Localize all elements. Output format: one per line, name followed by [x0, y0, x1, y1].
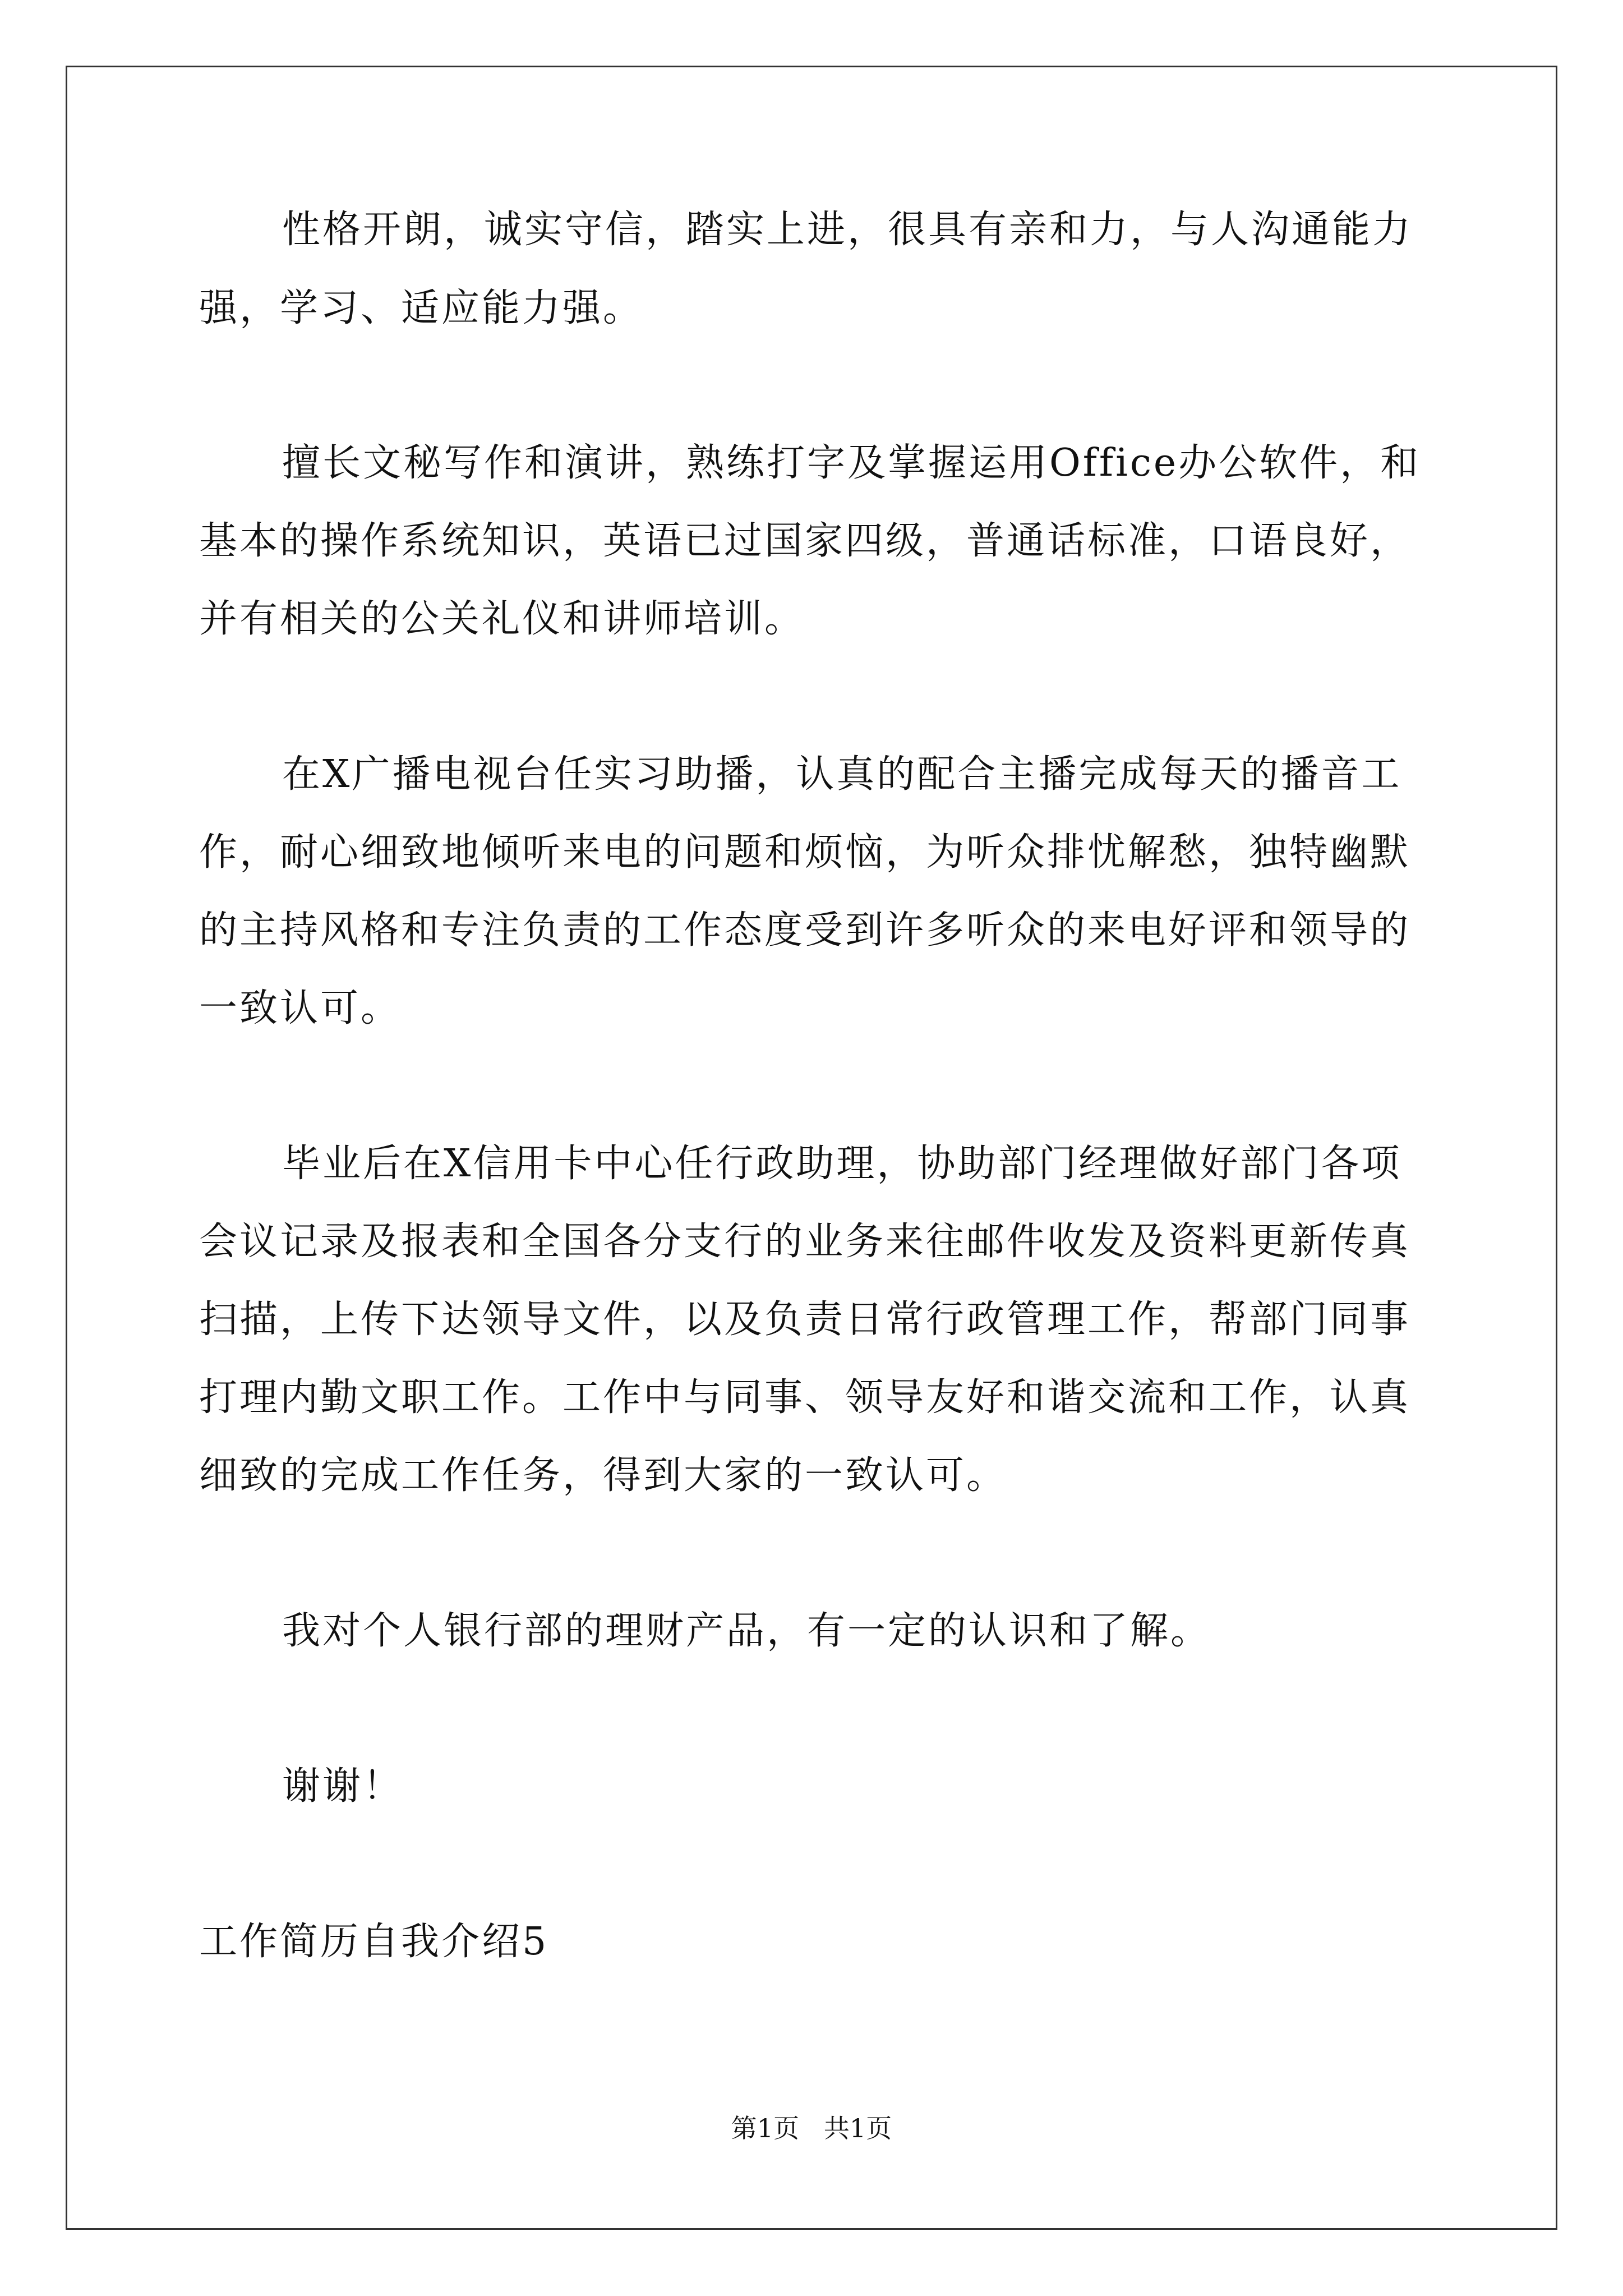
- paragraph-2-line-2: 基本的操作系统知识，英语已过国家四级，普通话标准，口语良好，: [199, 519, 1411, 563]
- paragraph-6-line-1: 谢谢！: [282, 1764, 404, 1809]
- paragraph-4-line-4: 打理内勤文职工作。工作中与同事、领导友好和谐交流和工作，认真: [199, 1375, 1411, 1420]
- paragraph-2-line-1: 擅长文秘写作和演讲，熟练打字及掌握运用Office办公软件，和: [282, 441, 1421, 485]
- paragraph-1-line-2: 强，学习、适应能力强。: [199, 286, 644, 330]
- paragraph-3-line-1: 在X广播电视台任实习助播，认真的配合主播完成每天的播音工: [282, 752, 1402, 797]
- section-heading: 工作简历自我介绍5: [199, 1920, 549, 1964]
- paragraph-3-line-3: 的主持风格和专注负责的工作态度受到许多听众的来电好评和领导的: [199, 908, 1411, 953]
- paragraph-4-line-1: 毕业后在X信用卡中心任行政助理，协助部门经理做好部门各项: [282, 1142, 1402, 1186]
- paragraph-4-line-5: 细致的完成工作任务，得到大家的一致认可。: [199, 1453, 1007, 1498]
- paragraph-3-line-2: 作，耐心细致地倾听来电的问题和烦恼，为听众排忧解愁，独特幽默: [199, 830, 1411, 875]
- paragraph-5-line-1: 我对个人银行部的理财产品，有一定的认识和了解。: [282, 1609, 1211, 1653]
- paragraph-2-line-3: 并有相关的公关礼仪和讲师培训。: [199, 597, 805, 641]
- paragraph-1-line-1: 性格开朗，诚实守信，踏实上进，很具有亲和力，与人沟通能力: [282, 208, 1413, 252]
- page-footer: 第1页 共1页: [731, 2113, 892, 2143]
- paragraph-3-line-4: 一致认可。: [199, 986, 402, 1030]
- paragraph-4-line-2: 会议记录及报表和全国各分支行的业务来往邮件收发及资料更新传真: [199, 1220, 1411, 1264]
- paragraph-4-line-3: 扫描，上传下达领导文件，以及负责日常行政管理工作，帮部门同事: [199, 1297, 1411, 1342]
